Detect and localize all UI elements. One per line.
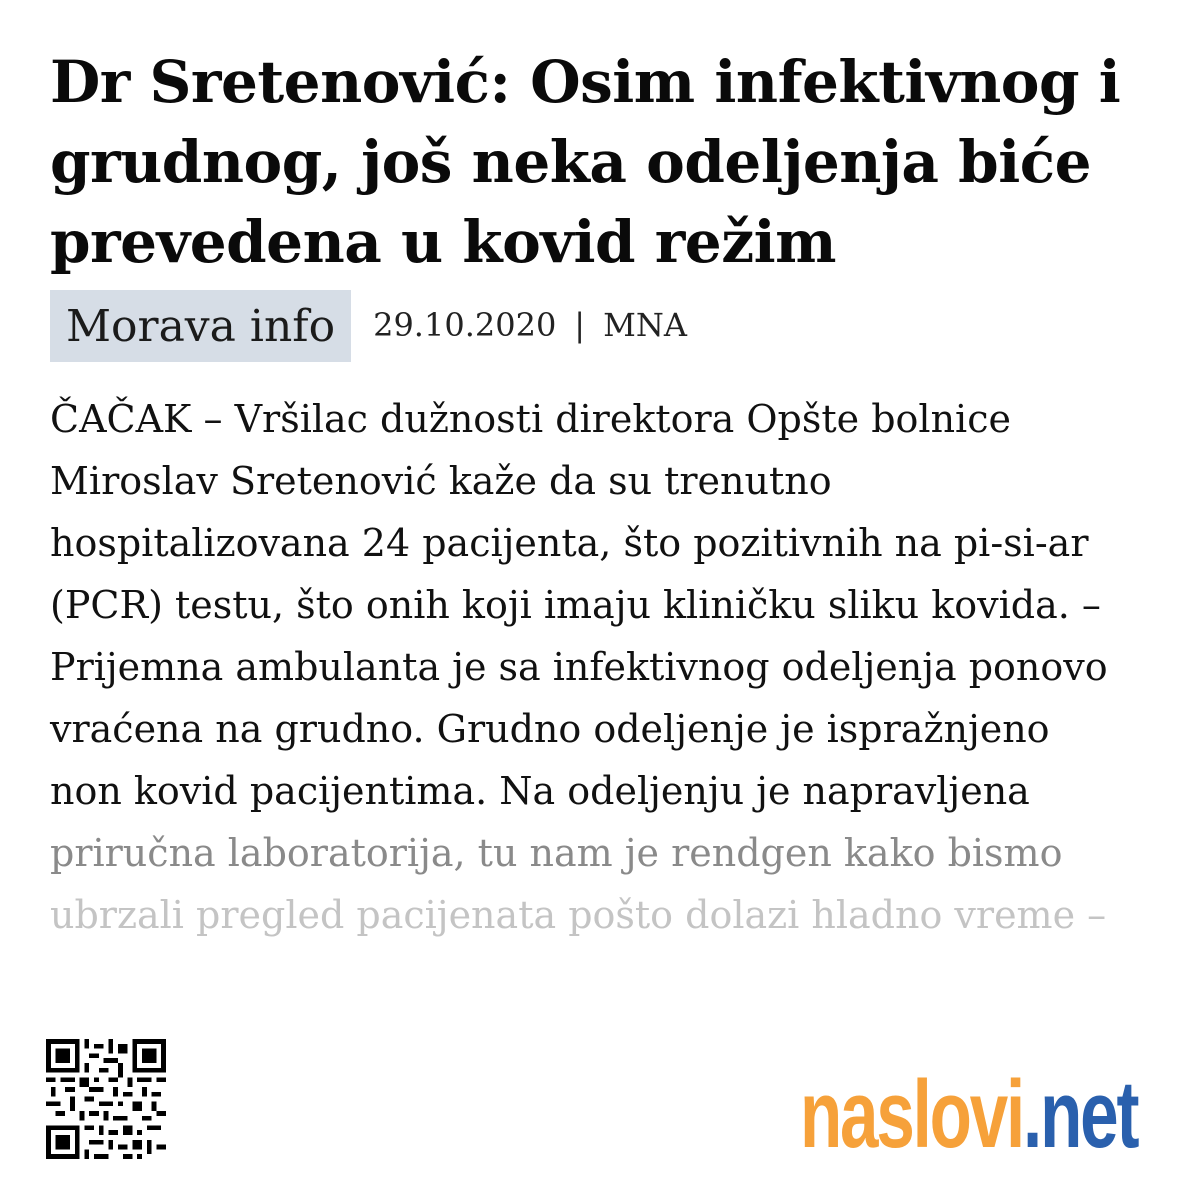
logo-text-primary: naslovi — [800, 1061, 1024, 1168]
meta-info — [373, 306, 687, 344]
source-badge[interactable]: Morava info — [50, 290, 351, 362]
article-author: MNA — [603, 306, 687, 344]
body-line-faded: priručna laboratorija, tu nam je rendgen kako bismo — [50, 831, 1063, 875]
body-line: non kovid pacijentima. Na odeljenju je napravljena — [50, 769, 1030, 813]
body-line: Miroslav Sretenović kaže da su trenutno — [50, 459, 832, 503]
meta-separator: | — [574, 306, 586, 344]
article-headline[interactable]: Dr Sretenović: Osim infektivnog i grudnog, još neka odeljenja biće prevedena u kovid režim — [50, 48, 1121, 276]
qr-code-icon[interactable] — [46, 1035, 166, 1163]
body-line: ČAČAK – Vršilac dužnosti direktora Opšte bolnice — [50, 397, 1011, 441]
body-line: vraćena na grudno. Grudno odeljenje je ispražnjeno — [50, 707, 1050, 751]
body-line-faded: ubrzali pregled pacijenata pošto dolazi hladno vreme – — [50, 893, 1107, 937]
article-body — [50, 388, 1160, 946]
logo-text-secondary: .net — [1023, 1061, 1138, 1168]
article-date: 29.10.2020 — [373, 306, 557, 344]
body-line: hospitalizovana 24 pacijenta, što pozitivnih na pi-si-ar — [50, 521, 1089, 565]
article-meta — [50, 290, 687, 362]
naslovi-logo[interactable] — [800, 1060, 1137, 1170]
body-line: (PCR) testu, što onih koji imaju kliničku sliku kovida. – — [50, 583, 1101, 627]
body-line: Prijemna ambulanta je sa infektivnog odeljenja ponovo — [50, 645, 1108, 689]
